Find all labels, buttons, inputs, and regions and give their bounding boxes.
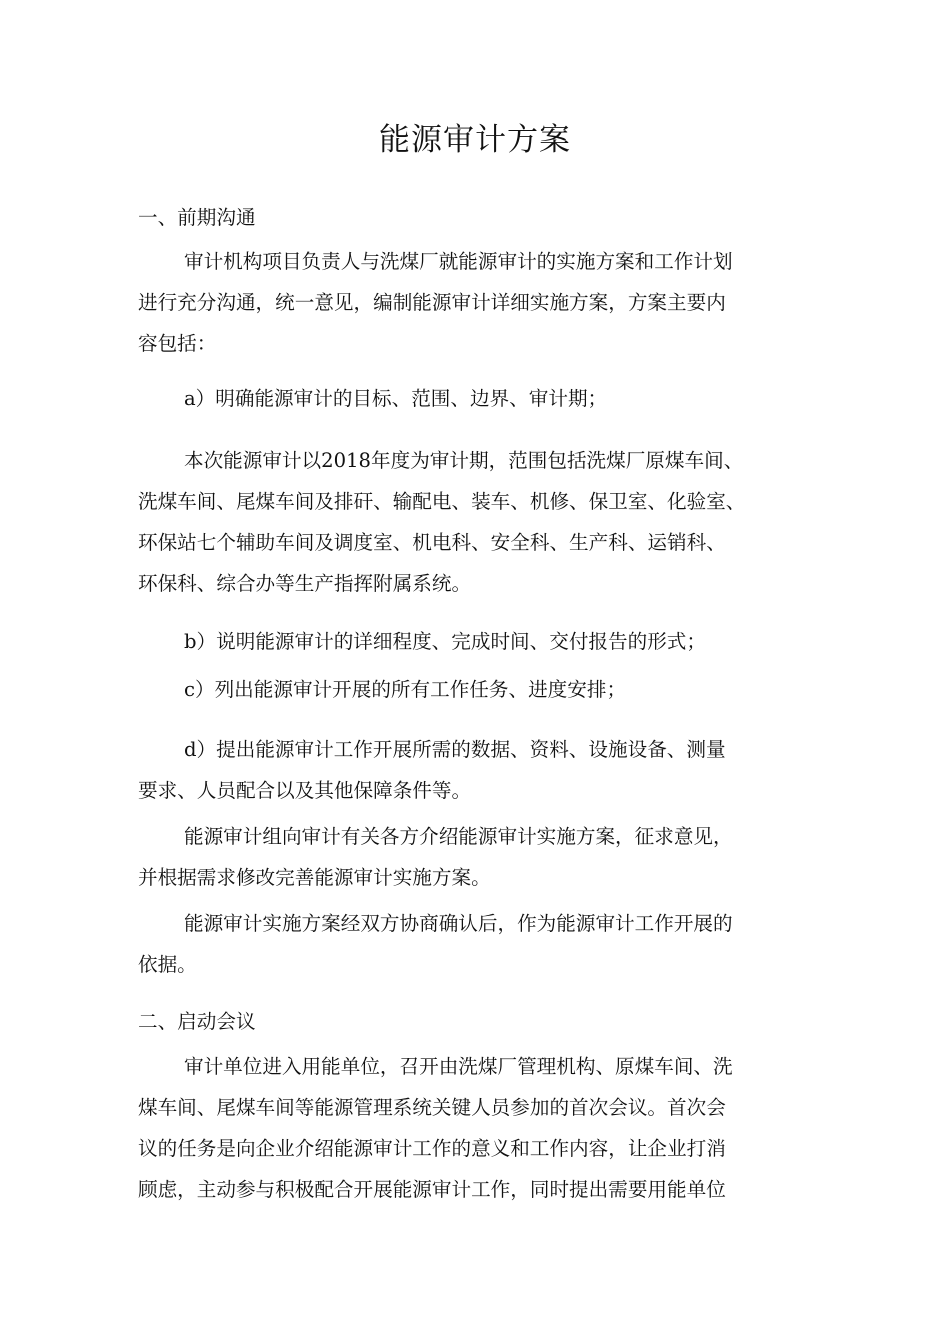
paragraph-line: 煤车间、尾煤车间等能源管理系统关键人员参加的首次会议。首次会 (138, 1096, 726, 1119)
paragraph-line: 容包括： (138, 332, 217, 355)
list-item-d (138, 729, 814, 811)
paragraph-4 (138, 903, 814, 985)
paragraph-line: 环保站七个辅助车间及调度室、机电科、安全科、生产科、运销科、 (138, 531, 726, 554)
list-item-a: a）明确能源审计的目标、范围、边界、审计期； (184, 387, 608, 410)
paragraph-1 (138, 241, 814, 364)
paragraph-line: 要求、人员配合以及其他保障条件等。 (138, 779, 472, 802)
paragraph-line: 进行充分沟通，统一意见，编制能源审计详细实施方案，方案主要内 (138, 291, 726, 314)
paragraph-line: 顾虑，主动参与积极配合开展能源审计工作，同时提出需要用能单位 (138, 1178, 726, 1201)
paragraph-line: 洗煤车间、尾煤车间及排矸、输配电、装车、机修、保卫室、化验室、 (138, 490, 746, 513)
section-heading-1: 一、前期沟通 (138, 206, 256, 229)
paragraph-line: d）提出能源审计工作开展所需的数据、资料、设施设备、测量 (184, 738, 726, 761)
paragraph-line: 环保科、综合办等生产指挥附属系统。 (138, 572, 472, 595)
list-item-c: c）列出能源审计开展的所有工作任务、进度安排； (184, 678, 627, 701)
paragraph-5 (138, 1046, 814, 1210)
paragraph-line: 能源审计组向审计有关各方介绍能源审计实施方案，征求意见， (184, 825, 733, 848)
paragraph-line: 依据。 (138, 953, 197, 976)
section-heading-2: 二、启动会议 (138, 1010, 256, 1033)
paragraph-line: 本次能源审计以2018年度为审计期，范围包括洗煤厂原煤车间、 (184, 449, 744, 472)
document-title: 能源审计方案 (379, 122, 571, 158)
paragraph-line: 审计单位进入用能单位，召开由洗煤厂管理机构、原煤车间、洗 (184, 1055, 733, 1078)
paragraph-line: 并根据需求修改完善能源审计实施方案。 (138, 866, 491, 889)
paragraph-line: 审计机构项目负责人与洗煤厂就能源审计的实施方案和工作计划 (184, 250, 733, 273)
list-item-b: b）说明能源审计的详细程度、完成时间、交付报告的形式； (184, 630, 706, 653)
paragraph-3 (138, 816, 814, 898)
paragraph-line: 议的任务是向企业介绍能源审计工作的意义和工作内容，让企业打消 (138, 1137, 726, 1160)
paragraph-2 (138, 440, 814, 604)
paragraph-line: 能源审计实施方案经双方协商确认后，作为能源审计工作开展的 (184, 912, 733, 935)
